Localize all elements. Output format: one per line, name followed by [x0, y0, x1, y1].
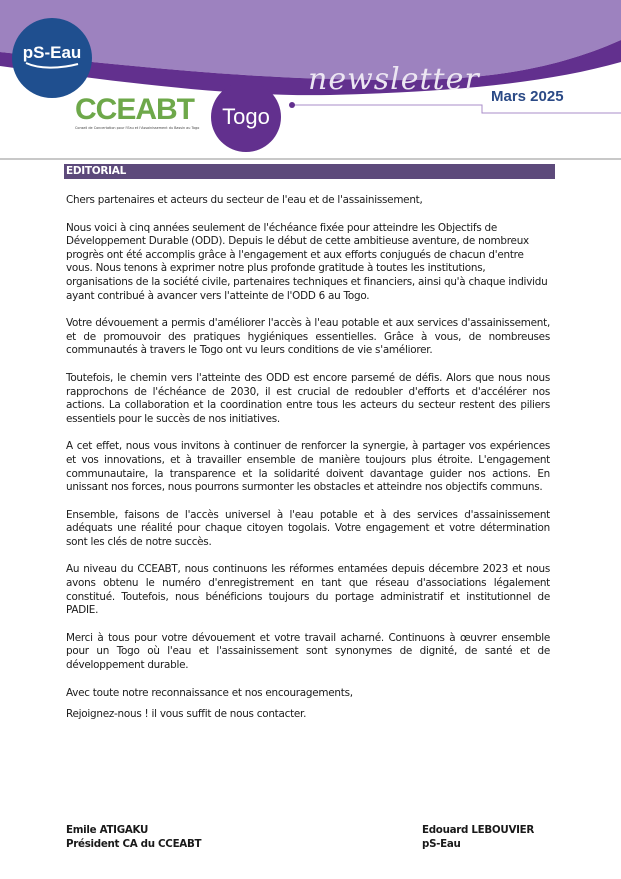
newsletter-title: newsletter	[308, 62, 480, 97]
pseau-logo-text: pS-Eau	[22, 43, 82, 62]
cceabt-tagline: Conseil de Concertation pour l'Eau et l'Assainissement du Bassin au Togo	[75, 126, 200, 130]
editorial-body	[66, 194, 550, 736]
paragraph: Au niveau du CCEABT, nous continuons les réformes entamées depuis décembre 2023 et nous avons obtenu le numéro d'enregistrement en tant que réseau d'associations légalement constitué. Toutefois, nous bénéficions toujours du portage administratif et institutionnel de PADIE.	[66, 563, 550, 617]
section-title-editorial: EDITORIAL	[64, 164, 555, 179]
closing: Avec toute notre reconnaissance et nos encouragements,	[66, 686, 353, 699]
pseau-logo	[12, 18, 92, 98]
wave-icon	[24, 61, 80, 69]
call-to-action: Rejoignez-nous ! il vous suffit de nous contacter.	[66, 708, 307, 721]
header-divider	[0, 158, 621, 160]
signatory-role: pS-Eau	[422, 837, 461, 850]
paragraph: Votre dévouement a permis d'améliorer l'accès à l'eau potable et aux services d'assainissement, et de promouvoir des pratiques hygiéniques essentielles. Grâce à vous, de nombreuses communautés à travers le Togo ont vu leurs conditions de vie s'améliorer.	[66, 317, 550, 357]
country-badge: Togo	[211, 82, 281, 152]
signature-left	[66, 824, 201, 851]
paragraph: Toutefois, le chemin vers l'atteinte des ODD est encore parsemé de défis. Alors que nous nous rapprochons de l'échéance de 2030, il est crucial de redoubler d'efforts et d'accélérer nos actions. La collaboration et la coordination entre tous les acteurs du secteur restent des piliers essentiels pour le succès de nos initiatives.	[66, 371, 550, 425]
signatory-role: Président CA du CCEABT	[66, 837, 202, 850]
paragraph: A cet effet, nous vous invitons à continuer de renforcer la synergie, à partager vos expériences et vos innovations, et à travailler ensemble de manière toujours plus étroite. L'engagement communautaire, la transparence et la solidarité doivent davantage guider nos actions. En unissant nos forces, nous pourrons surmonter les obstacles et atteindre nos objectifs communs.	[66, 440, 550, 494]
paragraph: Nous voici à cinq années seulement de l'échéance fixée pour atteindre les Objectifs de Développement Durable (ODD). Depuis le début de cette ambitieuse aventure, de nombreux progrès ont été accomplis grâce à l'engagement et aux efforts conjugués de chacun d'entre vous. Nous tenons à exprimer notre plus profonde gratitude à toutes les institutions, organisations de la société civile, partenaires techniques et financiers, ainsi qu'à chaque individu ayant contribué à avancer vers l'atteinte de l'ODD 6 au Togo.	[66, 221, 548, 302]
cceabt-logo	[75, 95, 210, 140]
paragraph: Merci à tous pour votre dévouement et votre travail acharné. Continuons à œuvrer ensemble pour un Togo où l'eau et l'assainissement sont synonymes de dignité, de santé et de développement durable.	[66, 631, 550, 672]
signatory-name: Emile ATIGAKU	[66, 824, 149, 836]
paragraph: Ensemble, faisons de l'accès universel à l'eau potable et à des services d'assainissement adéquats une réalité pour chaque citoyen togolais. Votre engagement et votre détermination sont les clés de notre succès.	[66, 508, 550, 548]
cceabt-logo-text: CCEABT	[75, 93, 194, 126]
greeting: Chers partenaires et acteurs du secteur de l'eau et de l'assainissement,	[66, 194, 423, 206]
signature-right	[422, 824, 534, 851]
newsletter-header	[0, 0, 621, 160]
issue-date: Mars 2025	[491, 88, 564, 105]
signatory-name: Edouard LEBOUVIER	[422, 824, 535, 836]
